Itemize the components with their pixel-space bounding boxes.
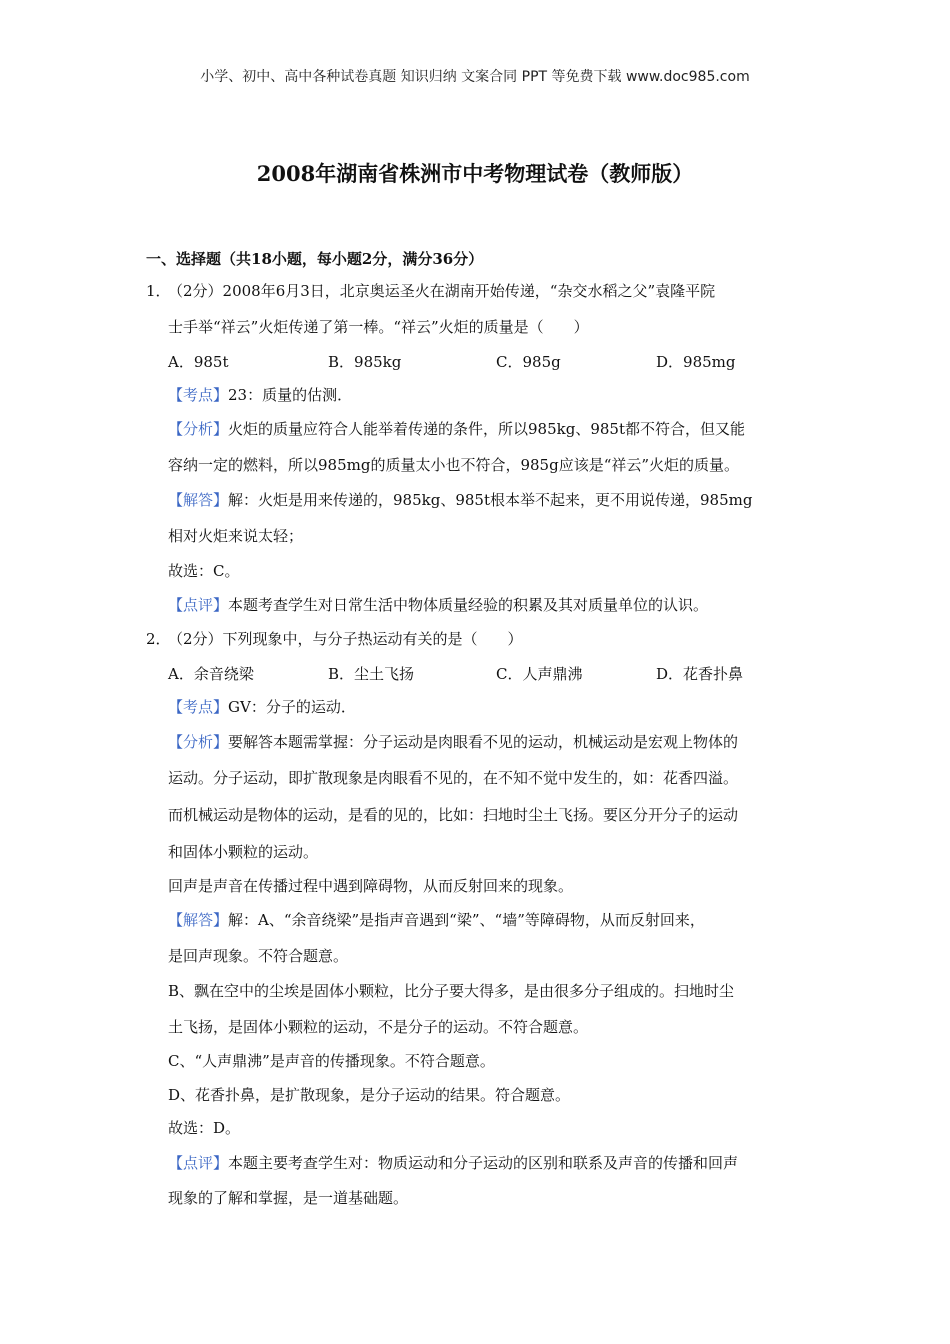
q1-option-b: B．985kg [328, 353, 402, 371]
kaodian-tag: 【考点】 [168, 386, 229, 404]
fenxi-tag: 【分析】 [168, 733, 229, 751]
jieda-tag: 【解答】 [168, 491, 229, 509]
q2-fenxi-text-1: 要解答本题需掌握：分子运动是肉眼看不见的运动，机械运动是宏观上物体的 [228, 733, 739, 751]
q1-jieda [168, 490, 752, 510]
q1-option-c: C．985g [496, 353, 561, 371]
q1-stem-line-2: 士手举“祥云”火炬传递了第一棒。“祥云”火炬的质量是（ ） [168, 318, 589, 336]
q2-fenxi-line-4: 和固体小颗粒的运动。 [168, 843, 319, 861]
q1-kaodian-text: 23：质量的估测． [228, 386, 353, 404]
q2-option-a: A．余音绕梁 [168, 665, 254, 683]
q2-dianping-text-1: 本题主要考查学生对：物质运动和分子运动的区别和联系及声音的传播和回声 [228, 1154, 739, 1172]
q1-dianping-text: 本题考查学生对日常生活中物体质量经验的积累及其对质量单位的认识。 [228, 596, 709, 614]
q1-number: 1． [146, 282, 171, 300]
q1-stem-line-1: （2分）2008年6月3日，北京奥运圣火在湖南开始传递，“杂交水稻之父”袁隆平院 [168, 282, 716, 300]
q2-kaodian [168, 697, 356, 717]
dianping-tag: 【点评】 [168, 596, 229, 614]
q1-answer: 故选：C。 [168, 562, 240, 580]
q2-option-b: B．尘土飞扬 [328, 665, 415, 683]
q2-dianping-line-2: 现象的了解和掌握，是一道基础题。 [168, 1189, 409, 1207]
q2-jieda [168, 910, 705, 930]
q2-option-c: C．人声鼎沸 [496, 665, 583, 683]
q1-jieda-line-2: 相对火炬来说太轻； [168, 527, 304, 545]
q1-kaodian [168, 385, 352, 405]
page-title: 2008年湖南省株洲市中考物理试卷（教师版） [256, 161, 694, 186]
q2-fenxi-line-2: 运动。分子运动，即扩散现象是肉眼看不见的，在不知不觉中发生的，如：花香四溢。 [168, 769, 739, 787]
dianping-tag: 【点评】 [168, 1154, 229, 1172]
q2-fenxi-line-5: 回声是声音在传播过程中遇到障碍物，从而反射回来的现象。 [168, 877, 574, 895]
jieda-tag: 【解答】 [168, 911, 229, 929]
q2-stem-line-1: （2分）下列现象中，与分子热运动有关的是（ ） [168, 630, 523, 648]
q2-answer: 故选：D。 [168, 1119, 241, 1137]
q2-jieda-line-6: D、花香扑鼻，是扩散现象，是分子运动的结果。符合题意。 [168, 1086, 571, 1104]
q2-jieda-line-2: 是回声现象。不符合题意。 [168, 947, 349, 965]
fenxi-tag: 【分析】 [168, 420, 229, 438]
page-header: 小学、初中、高中各种试卷真题 知识归纳 文案合同 PPT 等免费下载 www.doc985.com [200, 69, 750, 85]
q1-fenxi-text-1: 火炬的质量应符合人能举着传递的条件，所以985kg、985t都不符合，但又能 [228, 420, 745, 438]
q2-option-d: D．花香扑鼻 [656, 665, 744, 683]
q2-number: 2． [146, 630, 171, 648]
q1-option-a: A．985t [168, 353, 229, 371]
q2-jieda-text-1: 解：A、“余音绕梁”是指声音遇到“梁”、“墙”等障碍物，从而反射回来， [228, 911, 705, 929]
q2-jieda-line-5: C、“人声鼎沸”是声音的传播现象。不符合题意。 [168, 1052, 495, 1070]
q1-dianping [168, 595, 708, 615]
q1-jieda-text-1: 解：火炬是用来传递的，985kg、985t根本举不起来，更不用说传递，985mg [228, 491, 753, 509]
q2-kaodian-text: GV：分子的运动． [228, 698, 356, 716]
q2-dianping [168, 1153, 738, 1173]
q1-options [0, 351, 950, 373]
q1-option-d: D．985mg [656, 353, 736, 371]
kaodian-tag: 【考点】 [168, 698, 229, 716]
q2-jieda-line-4: 土飞扬，是固体小颗粒的运动，不是分子的运动。不符合题意。 [168, 1018, 589, 1036]
q1-fenxi-line-2: 容纳一定的燃料，所以985mg的质量太小也不符合，985g应该是“祥云”火炬的质量。 [168, 456, 740, 474]
q2-fenxi [168, 732, 738, 752]
q2-fenxi-line-3: 而机械运动是物体的运动，是看的见的，比如：扫地时尘土飞扬。要区分开分子的运动 [168, 806, 739, 824]
section-heading: 一、选择题（共18小题，每小题2分，满分36分） [146, 250, 484, 268]
q2-options [0, 663, 950, 685]
q2-jieda-line-3: B、飘在空中的尘埃是固体小颗粒，比分子要大得多，是由很多分子组成的。扫地时尘 [168, 982, 735, 1000]
q1-fenxi [168, 419, 745, 439]
